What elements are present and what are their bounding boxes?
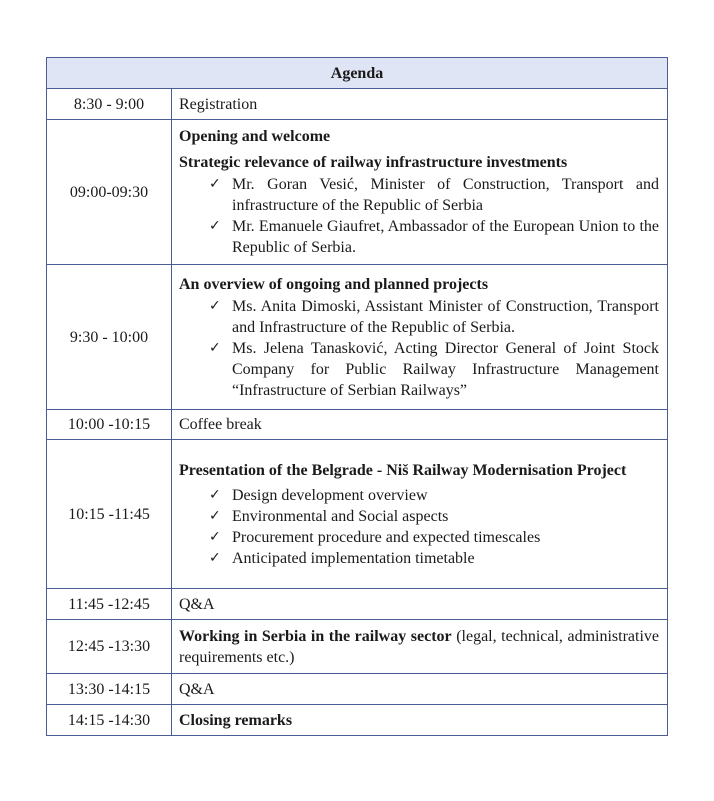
speaker-list <box>179 296 659 401</box>
table-row <box>47 705 668 736</box>
session-content <box>172 265 668 410</box>
check-icon: ✓ <box>209 218 221 234</box>
time-cell: 11:45 -12:45 <box>47 589 172 620</box>
time-cell: 13:30 -14:15 <box>47 674 172 705</box>
table-row <box>47 440 668 589</box>
list-item <box>179 174 659 216</box>
speaker-text: Mr. Emanuele Giaufret, Ambassador of the European Union to the Republic of Serbia. <box>232 218 659 256</box>
time-cell: 12:45 -13:30 <box>47 620 172 674</box>
session-title: Presentation of the Belgrade - Niš Railway Modernisation Project <box>179 461 627 479</box>
session-title: An overview of ongoing and planned projects <box>179 275 489 293</box>
topic-text: Environmental and Social aspects <box>232 507 449 525</box>
list-item <box>179 506 659 527</box>
check-icon: ✓ <box>209 528 221 545</box>
check-icon: ✓ <box>209 549 221 566</box>
session-subtitle: Strategic relevance of railway infrastructure investments <box>179 154 568 171</box>
table-row <box>47 265 668 410</box>
session-content <box>172 120 668 265</box>
time-cell: 09:00-09:30 <box>47 120 172 265</box>
topic-text: Design development overview <box>232 486 428 504</box>
table-row <box>47 674 668 705</box>
session-title: Closing remarks <box>172 705 668 736</box>
topic-text: Procurement procedure and expected timescales <box>232 528 541 546</box>
list-item <box>179 216 659 258</box>
session-content <box>172 620 668 674</box>
check-icon: ✓ <box>209 297 221 314</box>
speaker-text: Ms. Anita Dimoski, Assistant Minister of Construction, Transport and Infrastructure of the Republic of Serbia. <box>232 297 659 336</box>
table-row <box>47 120 668 265</box>
session-text: Q&A <box>172 674 668 705</box>
session-text: Coffee break <box>172 410 668 440</box>
time-cell: 9:30 - 10:00 <box>47 265 172 410</box>
list-item <box>179 548 659 569</box>
session-content <box>172 440 668 589</box>
speaker-text: Mr. Goran Vesić, Minister of Construction, Transport and infrastructure of the Republic of Serbia <box>232 176 659 214</box>
time-cell: 8:30 - 9:00 <box>47 89 172 120</box>
table-row <box>47 410 668 440</box>
session-note: (legal, technical, administrative requirements etc.) <box>179 627 659 666</box>
check-icon: ✓ <box>209 507 221 524</box>
list-item <box>179 485 659 506</box>
speaker-list <box>179 174 659 258</box>
session-text: Q&A <box>172 589 668 620</box>
check-icon: ✓ <box>209 339 221 356</box>
list-item <box>179 296 659 338</box>
time-cell: 14:15 -14:30 <box>47 705 172 736</box>
speaker-text: Ms. Jelena Tanasković, Acting Director General of Joint Stock Company for Public Railway Infrastructure Management “Infrastructure of Serbian Railways” <box>232 339 659 399</box>
list-item <box>179 338 659 401</box>
topic-text: Anticipated implementation timetable <box>232 549 475 567</box>
list-item <box>179 527 659 548</box>
topic-list <box>179 485 659 569</box>
check-icon: ✓ <box>209 176 221 192</box>
agenda-header-row <box>47 58 668 89</box>
agenda-table <box>46 57 668 736</box>
table-row <box>47 89 668 120</box>
agenda-header: Agenda <box>47 58 668 89</box>
table-row <box>47 589 668 620</box>
session-title: Opening and welcome <box>179 128 331 145</box>
session-title: Working in Serbia in the railway sector <box>179 627 452 645</box>
time-cell: 10:00 -10:15 <box>47 410 172 440</box>
session-text: Registration <box>172 89 668 120</box>
time-cell: 10:15 -11:45 <box>47 440 172 589</box>
check-icon: ✓ <box>209 486 221 503</box>
table-row <box>47 620 668 674</box>
